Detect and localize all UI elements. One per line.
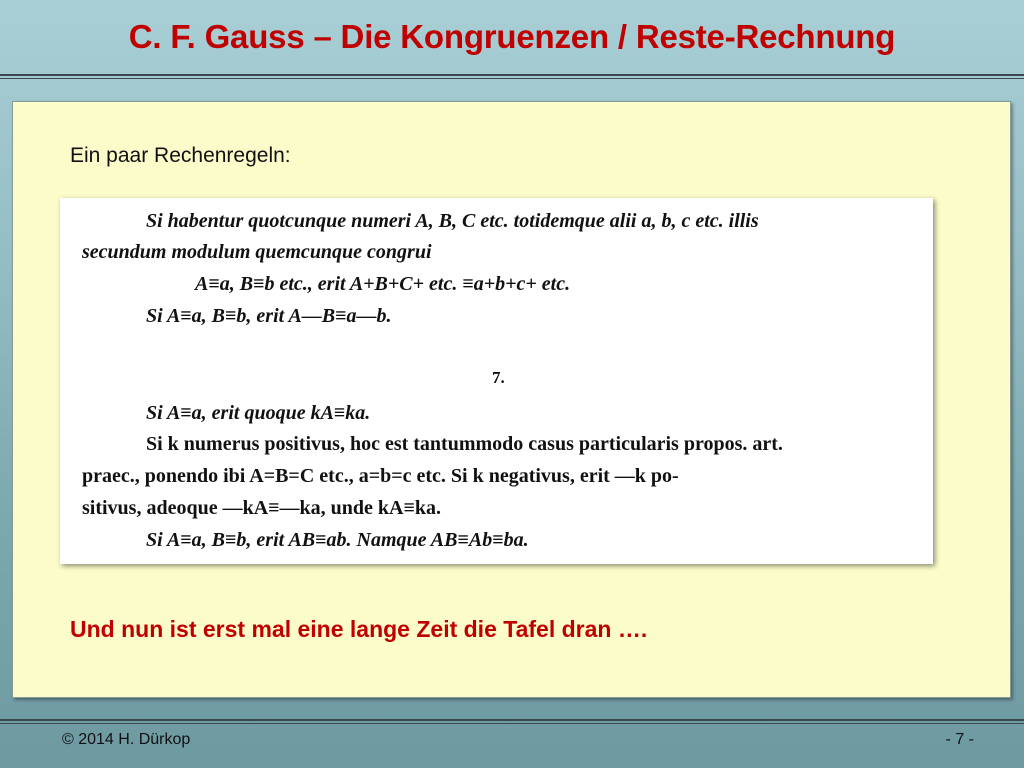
scan-article-number: 7. [492,368,505,387]
scan-line-8: sitivus, adeoque —kA≡—ka, unde kA≡ka. [82,497,442,519]
title-divider [0,74,1024,79]
footer-copyright: © 2014 H. Dürkop [62,731,191,748]
blackboard-note: Und nun ist erst mal eine lange Zeit die Tafel dran …. [70,616,648,642]
scan-line-4: Si A≡a, B≡b, erit A—B≡a—b. [146,305,392,327]
scan-line-3: A≡a, B≡b etc., erit A+B+C+ etc. ≡a+b+c+ etc. [195,273,571,295]
scan-line-7: praec., ponendo ibi A=B=C etc., a=b=c etc. Si k negativus, erit —k po- [82,465,679,487]
scan-line-2: secundum modulum quemcunque congrui [82,241,432,263]
scanned-text-excerpt [60,198,933,564]
scan-line-9: Si A≡a, B≡b, erit AB≡ab. Namque AB≡Ab≡ba. [146,529,529,551]
footer-divider [0,719,1024,724]
page-number: - 7 - [945,731,974,748]
scan-line-5: Si A≡a, erit quoque kA≡ka. [146,402,371,424]
scan-line-1: Si habentur quotcunque numeri A, B, C etc. totidemque alii a, b, c etc. illis [146,210,759,232]
intro-text: Ein paar Rechenregeln: [70,144,291,167]
slide-title: C. F. Gauss – Die Kongruenzen / Reste-Rechnung [128,18,896,55]
scan-line-6: Si k numerus positivus, hoc est tantummodo casus particularis propos. art. [146,433,783,455]
content-panel [12,101,1011,698]
